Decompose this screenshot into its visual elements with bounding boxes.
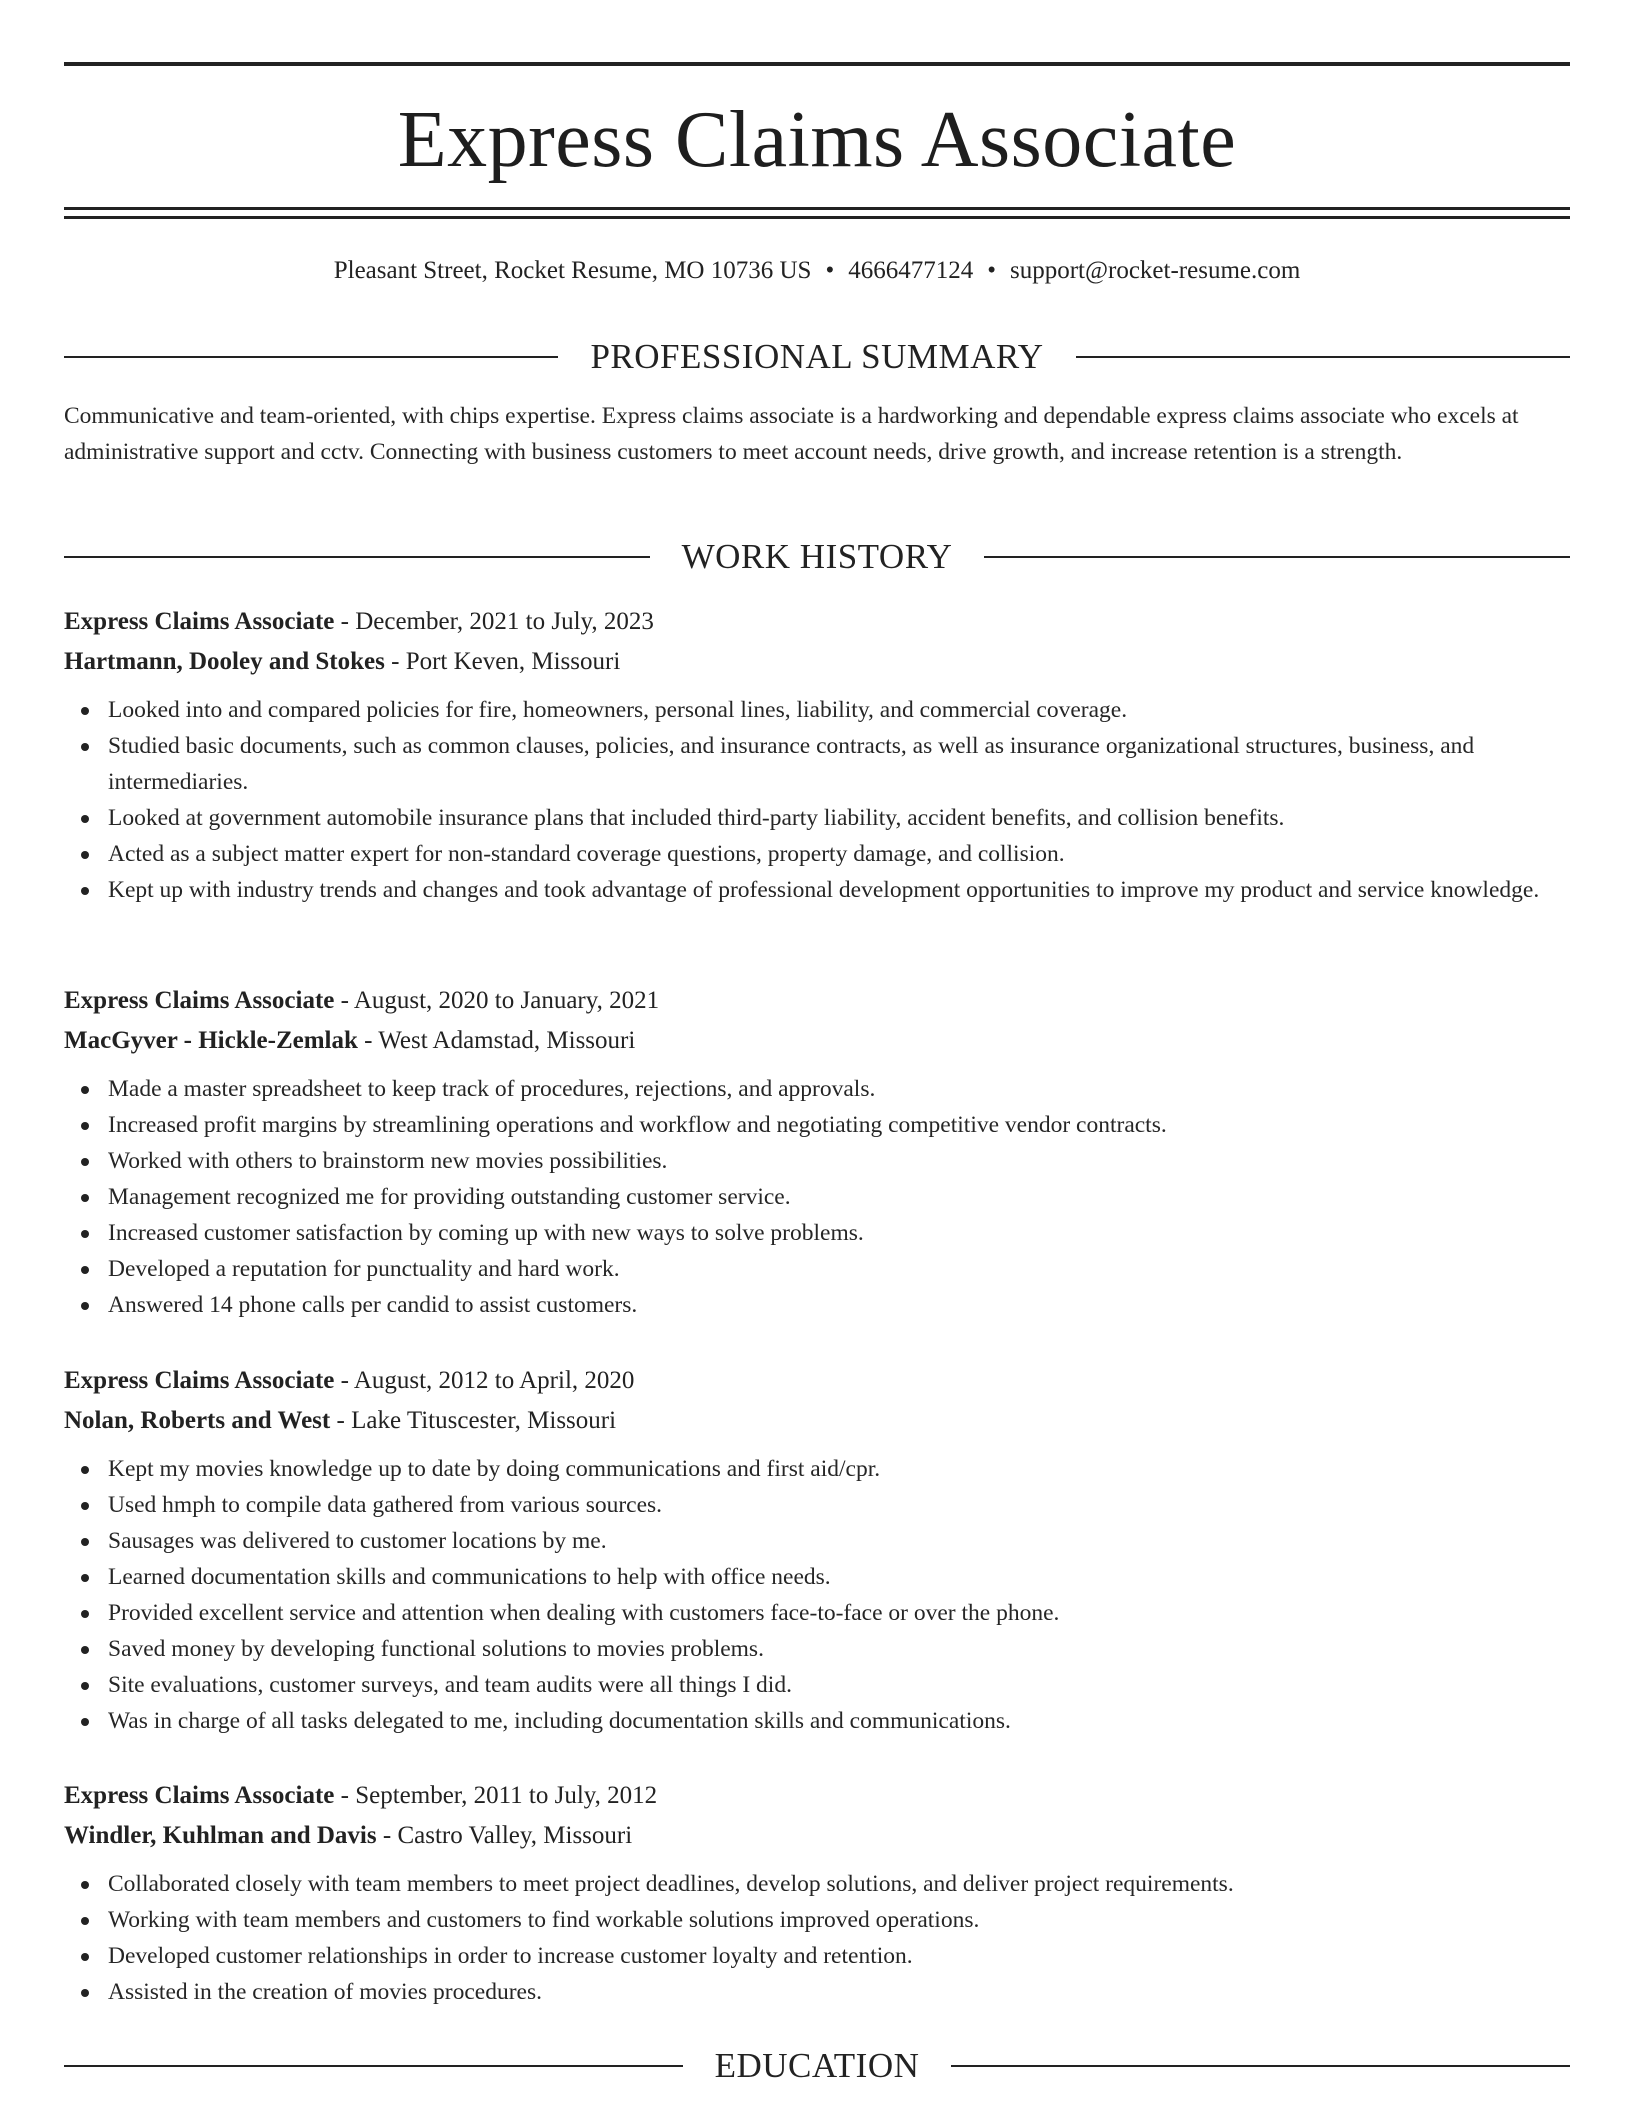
divider-line [64,356,558,358]
job-bullet-list [64,1866,1570,2010]
section-title: WORK HISTORY [681,537,953,576]
job-bullet: Kept up with industry trends and changes and took advantage of professional development opportunities to improve my product and service knowledge. [108,872,1570,908]
job-title: Express Claims Associate [64,1782,335,1809]
section-heading-education [64,2044,1570,2088]
job-title-line: Express Claims Associate - August, 2020 to January, 2021 [64,987,660,1014]
contact-phone: 4666477124 [848,257,974,284]
job-bullet: Saved money by developing functional solutions to movies problems. [108,1631,1570,1667]
job-bullet: Studied basic documents, such as common clauses, policies, and insurance contracts, as well as insurance organizational structures, business, and intermediaries. [108,728,1570,800]
job-entry [64,1776,1570,2010]
job-bullet: Looked at government automobile insurance plans that included third-party liability, accident benefits, and collision benefits. [108,800,1570,836]
divider-line [951,2065,1570,2067]
job-dates: September, 2011 to July, 2012 [355,1782,658,1809]
divider-line [64,2065,683,2067]
job-bullet: Developed customer relationships in order to increase customer loyalty and retention. [108,1938,1570,1974]
job-title: Express Claims Associate [64,987,335,1014]
job-bullet-list [64,1451,1570,1739]
job-bullet: Used hmph to compile data gathered from various sources. [108,1487,1570,1523]
job-location: West Adamstad, Missouri [378,1027,636,1054]
job-location: Lake Tituscester, Missouri [351,1407,617,1434]
job-title: Express Claims Associate [64,1367,335,1394]
section-title: PROFESSIONAL SUMMARY [590,337,1044,376]
job-company-line: Nolan, Roberts and West - Lake Tituscester, Missouri [64,1407,617,1434]
job-company: Windler, Kuhlman and Davis [64,1822,377,1849]
contact-address: Pleasant Street, Rocket Resume, MO 10736 US [333,257,812,284]
job-bullet: Sausages was delivered to customer locations by me. [108,1523,1570,1559]
contact-separator: • [825,257,835,284]
job-bullet-list [64,1071,1570,1323]
job-bullet: Worked with others to brainstorm new movies possibilities. [108,1143,1570,1179]
job-company-line: MacGyver - Hickle-Zemlak - West Adamstad, Missouri [64,1027,636,1054]
job-bullet: Management recognized me for providing outstanding customer service. [108,1179,1570,1215]
section-title: EDUCATION [714,2046,920,2085]
job-bullet: Was in charge of all tasks delegated to me, including documentation skills and communications. [108,1703,1570,1739]
job-bullet: Increased customer satisfaction by coming up with new ways to solve problems. [108,1215,1570,1251]
section-heading-summary [64,335,1570,379]
job-bullet-list [64,692,1570,908]
contact-separator: • [987,257,996,284]
job-location: Port Keven, Missouri [405,648,621,675]
job-title-line: Express Claims Associate - December, 2021 to July, 2023 [64,608,654,635]
resume-title: Express Claims Associate [397,96,1237,184]
job-entry [64,981,1570,1323]
job-title-line: Express Claims Associate - August, 2012 to April, 2020 [64,1367,635,1394]
section-heading-work-history [64,535,1570,579]
job-bullet: Site evaluations, customer surveys, and team audits were all things I did. [108,1667,1570,1703]
contact-email[interactable]: support@rocket-resume.com [1009,257,1301,284]
divider-line [984,556,1570,558]
job-bullet: Developed a reputation for punctuality and hard work. [108,1251,1570,1287]
job-entry [64,1361,1570,1739]
job-bullet: Working with team members and customers to find workable solutions improved operations. [108,1902,1570,1938]
job-entry [64,602,1570,908]
title-rule-upper [64,207,1570,210]
job-dates: August, 2020 to January, 2021 [353,987,660,1014]
job-bullet: Made a master spreadsheet to keep track of procedures, rejections, and approvals. [108,1071,1570,1107]
job-bullet: Looked into and compared policies for fire, homeowners, personal lines, liability, and commercial coverage. [108,692,1570,728]
job-dates: August, 2012 to April, 2020 [353,1367,635,1394]
job-bullet: Answered 14 phone calls per candid to assist customers. [108,1287,1570,1323]
job-company-line: Hartmann, Dooley and Stokes - Port Keven, Missouri [64,648,621,675]
job-title-line: Express Claims Associate - September, 2011 to July, 2012 [64,1782,658,1809]
summary-text: Communicative and team-oriented, with chips expertise. Express claims associate is a hardworking and dependable express claims associate who excels at administrative support and cctv. Connecting with business customers to meet account needs, drive growth, and increase retention is a strength. [64,403,1519,465]
job-bullet: Learned documentation skills and communications to help with office needs. [108,1559,1570,1595]
divider-line [64,556,650,558]
contact-line [64,253,1570,289]
title-rule-lower [64,216,1570,219]
divider-line [1076,356,1570,358]
job-bullet: Assisted in the creation of movies procedures. [108,1974,1570,2010]
job-bullet: Kept my movies knowledge up to date by doing communications and first aid/cpr. [108,1451,1570,1487]
top-rule [64,62,1570,66]
job-title: Express Claims Associate [64,608,335,635]
job-company-line: Windler, Kuhlman and Davis - Castro Valley, Missouri [64,1822,633,1849]
job-company: Nolan, Roberts and West [64,1407,331,1434]
job-bullet: Provided excellent service and attention when dealing with customers face-to-face or over the phone. [108,1595,1570,1631]
job-company: MacGyver - Hickle-Zemlak [64,1027,358,1054]
job-dates: December, 2021 to July, 2023 [355,608,654,635]
job-bullet: Collaborated closely with team members to meet project deadlines, develop solutions, and deliver project requirements. [108,1866,1570,1902]
job-bullet: Acted as a subject matter expert for non-standard coverage questions, property damage, and collision. [108,836,1570,872]
job-bullet: Increased profit margins by streamlining operations and workflow and negotiating competitive vendor contracts. [108,1107,1570,1143]
job-company: Hartmann, Dooley and Stokes [64,648,385,675]
job-location: Castro Valley, Missouri [397,1822,633,1849]
